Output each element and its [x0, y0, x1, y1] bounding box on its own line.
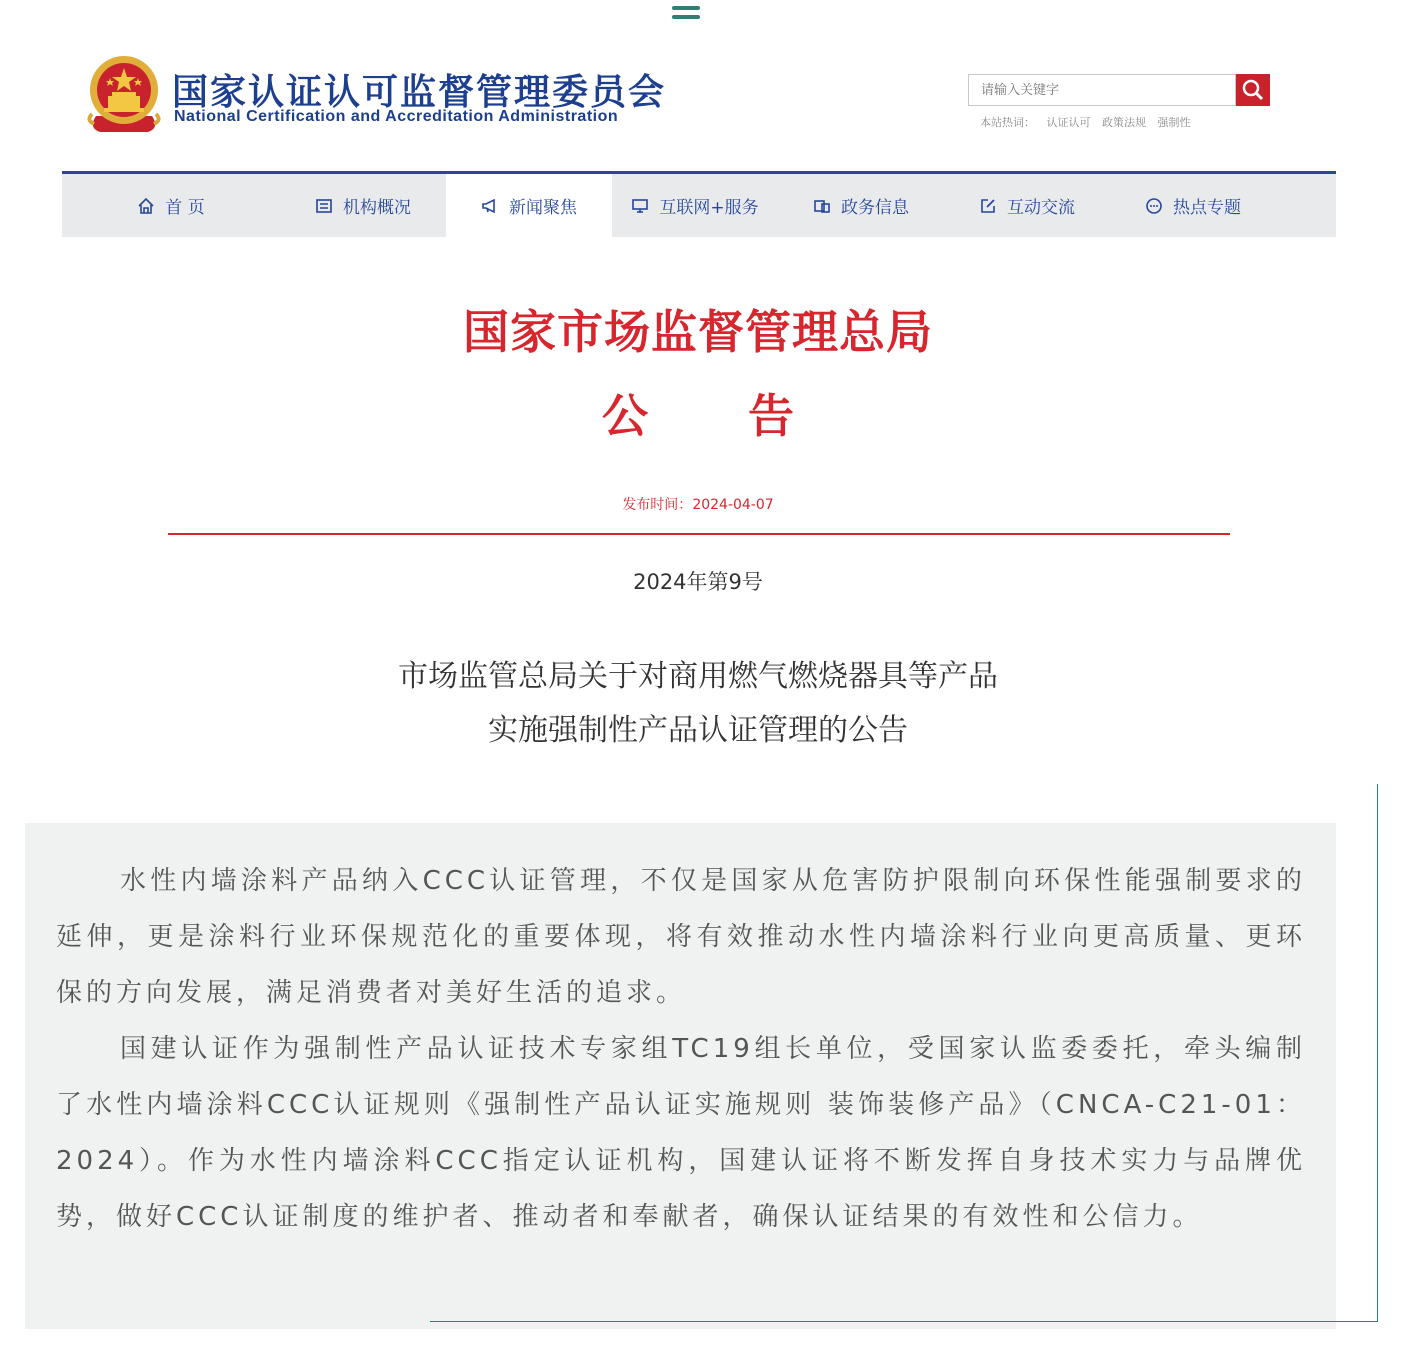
- home-icon: [137, 197, 155, 215]
- hot-words: [980, 114, 1199, 130]
- list-icon: [315, 197, 333, 215]
- nav-item-label: 政务信息: [841, 198, 909, 218]
- commentary-text: [56, 853, 1306, 1245]
- hot-word-link[interactable]: 强制性: [1157, 116, 1191, 129]
- document-title-line: 市场监管总局关于对商用燃气燃烧器具等产品: [398, 659, 998, 694]
- site-title: 国家认证认可监督管理委员会: [172, 72, 667, 113]
- search-icon: [1236, 74, 1270, 106]
- frame-line-bottom: [430, 1321, 1378, 1322]
- red-divider: [168, 533, 1230, 535]
- nav-item-interaction[interactable]: [944, 174, 1110, 237]
- nav-item-label: 互联网+服务: [659, 198, 759, 218]
- national-emblem-icon: [86, 54, 162, 134]
- frame-line-right: [1377, 784, 1378, 1322]
- nav-item-about[interactable]: [280, 174, 446, 237]
- hot-word-link[interactable]: 政策法规: [1102, 116, 1146, 129]
- commentary-paragraph: 国建认证作为强制性产品认证技术专家组TC19组长单位，受国家认监委委托，牵头编制了水性内墙涂料CCC认证规则《强制性产品认证实施规则 装饰装修产品》（CNCA-C21-01：2024）。作为水性内墙涂料CCC指定认证机构，国建认证将不断发挥自身技术实力与品牌优势，做好CCC认证制度的维护者、推动者和奉献者，确保认证结果的有效性和公信力。: [56, 1034, 1306, 1232]
- nav-item-label: 机构概况: [343, 198, 411, 218]
- nav-item-gov-info[interactable]: [778, 174, 944, 237]
- nav-item-label: 首 页: [165, 198, 205, 218]
- publish-date-value: 2024-04-07: [692, 497, 774, 513]
- document-icon: [813, 197, 831, 215]
- megaphone-icon: [481, 197, 499, 215]
- search-input[interactable]: [968, 74, 1236, 106]
- site-header: [0, 0, 1404, 170]
- hot-words-label: 本站热词：: [980, 116, 1035, 129]
- document-title: [0, 650, 1396, 758]
- site-title-english: National Certification and Accreditation Administration: [174, 108, 619, 125]
- document-number: 2024年第9号: [633, 570, 763, 594]
- edit-icon: [979, 197, 997, 215]
- commentary-paragraph: 水性内墙涂料产品纳入CCC认证管理，不仅是国家从危害防护限制向环保性能强制要求的延伸，更是涂料行业环保规范化的重要体现，将有效推动水性内墙涂料行业向更高质量、更环保的方向发展，满足消费者对美好生活的追求。: [56, 866, 1306, 1008]
- nav-item-home[interactable]: [62, 174, 280, 237]
- document-title-line: 实施强制性产品认证管理的公告: [488, 713, 908, 748]
- publish-date-label: 发布时间：: [622, 497, 693, 513]
- chat-icon: [1145, 197, 1163, 215]
- monitor-icon: [631, 197, 649, 215]
- nav-item-label: 互动交流: [1007, 198, 1075, 218]
- main-nav: [62, 171, 1336, 237]
- nav-item-hot-topics[interactable]: [1110, 174, 1276, 237]
- announcement-type: 公告: [602, 389, 894, 443]
- nav-item-internet-service[interactable]: [612, 174, 778, 237]
- announcement-org: 国家市场监督管理总局: [463, 305, 933, 359]
- search-button[interactable]: [1236, 74, 1270, 106]
- nav-item-label: 热点专题: [1173, 198, 1241, 218]
- hot-word-link[interactable]: 认证认可: [1046, 116, 1091, 129]
- nav-item-news[interactable]: [446, 174, 612, 237]
- publish-date: [0, 494, 1396, 514]
- nav-item-label: 新闻聚焦: [509, 198, 577, 218]
